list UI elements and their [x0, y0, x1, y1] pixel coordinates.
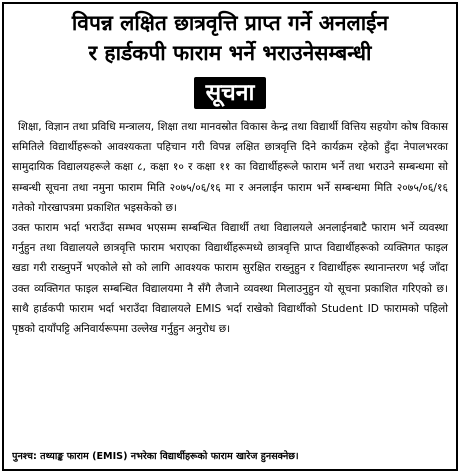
paragraph-1: शिक्षा, विज्ञान तथा प्रविधि मन्त्रालय, शिक्षा तथा मानवस्रोत विकास केन्द्र तथा विद्यार्थी वित्तिय सहयोग कोष विकास समितिले विद्यार्थीहरूको आवश्यकता पहिचान गरी विपन्न लक्षित छात्रवृत्ति दिने कार्यक्रम रहेको हुँदा नेपालभरका सामुदायिक विद्यालयहरूले कक्षा ८, कक्षा १० र कक्षा ११ का विद्यार्थीहरूले फाराम भर्ने तथा भराउने सम्बन्धमा सो सम्बन्धी सूचना तथा नमुना फाराम मिति २०७५/०६/१६ मा र अनलाईन फाराम भर्ने सम्बन्धमा मिति २०७५/०६/१६ गतेको गोरखापत्रमा प्रकाशित भइसकेको छ।	[12, 121, 448, 214]
title-line-1: विपन्न लक्षित छात्रवृत्ति प्राप्त गर्ने अनलाईन	[71, 11, 389, 35]
notice-badge: सूचना	[194, 77, 267, 109]
paragraph-2: उक्त फाराम भर्दा भराउँदा सम्भव भएसम्म सम्बन्धित विद्यार्थी तथा विद्यालयले अनलाईनबाटै फाराम भर्ने व्यवस्था गर्नुहुन तथा विद्यालयले छात्रवृत्ति फाराम भराएका विद्यार्थीहरूमध्ये छात्रवृत्ति प्राप्त विद्यार्थीहरूको व्यक्तिगत फाइल खडा गरी राख्नुपर्ने भएकोले सो को लागि आवश्यक फाराम सुरक्षित राख्नुहुन र विद्यार्थीहरू स्थानान्तरण भई जाँदा उक्त व्यक्तिगत फाइल सम्बन्धित विद्यालयमा नै सँगै लैजाने व्यवस्था मिलाउनुहुन यो सूचना प्रकाशित गरिएको छ। साथै हार्डकपी फाराम भर्दा भराउँदा विद्यालयले EMIS भर्दा राखेको विद्यार्थीको Student ID फारामको पहिलो पृष्ठको दायाँपट्टि अनिवार्यरूपमा उल्लेख गर्नुहुन अनुरोध छ।	[12, 222, 448, 336]
notice-title	[10, 8, 450, 68]
footnote: पुनश्च: तथ्याङ्क फाराम (EMIS) नभरेका विद्यार्थीहरूको फाराम खारेज हुनसक्नेछ।	[12, 451, 299, 462]
notice-badge-wrap	[4, 77, 456, 111]
notice-body	[12, 117, 448, 339]
title-line-2: र हार्डकपी फाराम भर्ने भराउनेसम्बन्धी	[88, 41, 372, 65]
notice-frame	[2, 2, 458, 471]
